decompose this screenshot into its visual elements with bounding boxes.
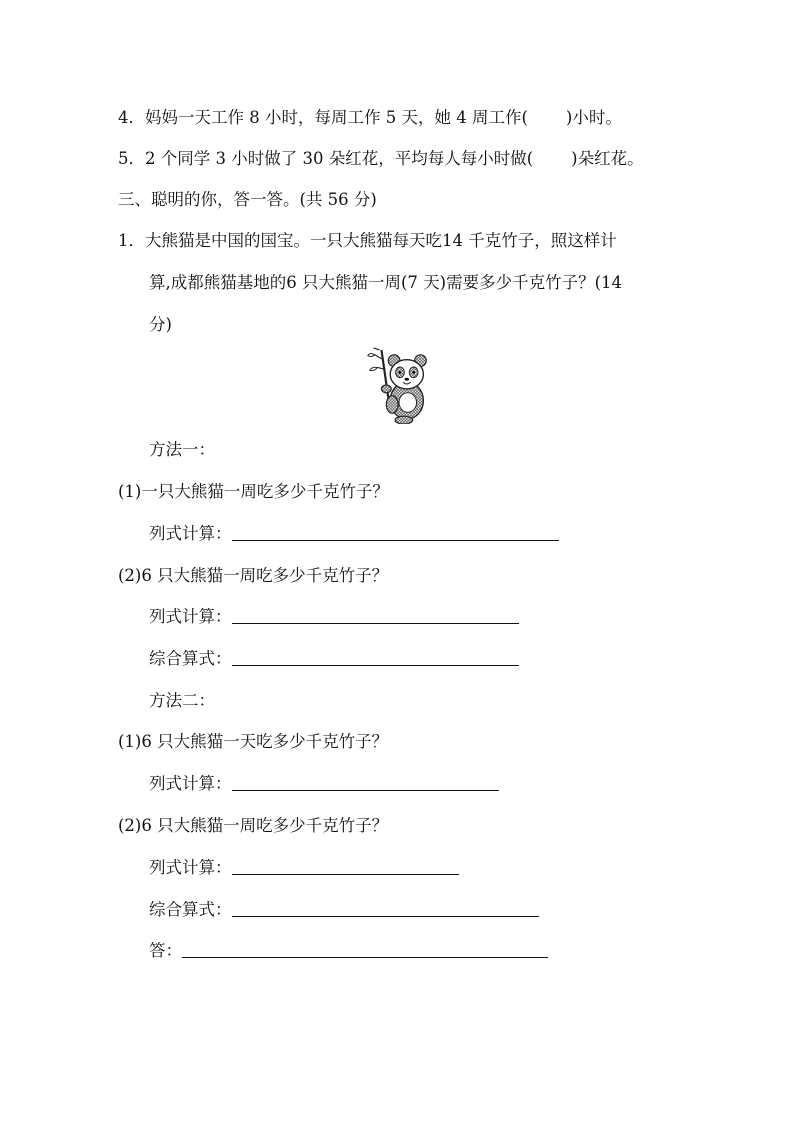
- question-4: [118, 107, 622, 129]
- calc-label: 列式计算：: [149, 858, 232, 877]
- question-5: [118, 148, 644, 170]
- question-number: 4．: [118, 108, 145, 127]
- combined-label: 综合算式：: [149, 900, 232, 919]
- combined-label: 综合算式：: [149, 649, 232, 668]
- question-text: 妈妈一天工作 8 小时，每周工作 5 天，她 4 周工作(: [145, 108, 528, 127]
- method-2-combined-row: [149, 899, 539, 921]
- problem-1-line-3: 分): [149, 315, 172, 334]
- panda-icon: [360, 346, 438, 424]
- section-3-title: 三、聪明的你，答一答。(共 56 分): [118, 190, 377, 209]
- question-number: 5．: [118, 149, 145, 168]
- calc-label: 列式计算：: [149, 607, 232, 626]
- problem-number: 1．: [118, 231, 145, 250]
- method-1-q1-calc-row: [149, 523, 559, 545]
- calc-label: 列式计算：: [149, 774, 232, 793]
- problem-text: 大熊猫是中国的国宝。一只大熊猫每天吃14 千克竹子，照这样计: [145, 231, 617, 250]
- calc-answer-line[interactable]: [232, 607, 519, 624]
- method-2-question-1: (1)6 只大熊猫一天吃多少千克竹子？: [118, 732, 389, 751]
- method-2-q1-calc-row: [149, 773, 499, 795]
- problem-1-line-2: 算,成都熊猫基地的6 只大熊猫一周(7 天)需要多少千克竹子？(14: [149, 273, 623, 292]
- calc-answer-line[interactable]: [232, 858, 459, 875]
- method-2-title: 方法二：: [149, 691, 215, 710]
- combined-answer-line[interactable]: [232, 900, 539, 917]
- calc-answer-line[interactable]: [232, 524, 559, 541]
- method-2-q2-calc-row: [149, 857, 459, 879]
- calc-label: 列式计算：: [149, 524, 232, 543]
- problem-1-line-1: [118, 230, 617, 252]
- combined-answer-line[interactable]: [232, 649, 519, 666]
- answer-row: [149, 940, 548, 962]
- method-1-question-2: (2)6 只大熊猫一周吃多少千克竹子？: [118, 566, 389, 585]
- method-1-title: 方法一：: [149, 440, 215, 459]
- bamboo-icon: [368, 348, 389, 405]
- method-2-question-2: (2)6 只大熊猫一周吃多少千克竹子？: [118, 816, 389, 835]
- calc-answer-line[interactable]: [232, 774, 499, 791]
- question-text: 2 个同学 3 小时做了 30 朵红花，平均每人每小时做(: [145, 149, 534, 168]
- method-1-q2-calc-row: [149, 606, 519, 628]
- question-text-end: )小时。: [565, 108, 622, 127]
- method-1-question-1: (1)一只大熊猫一周吃多少千克竹子？: [118, 482, 389, 501]
- question-text-end: )朵红花。: [571, 149, 644, 168]
- answer-label: 答：: [149, 941, 182, 960]
- final-answer-line[interactable]: [182, 941, 548, 958]
- method-1-combined-row: [149, 648, 519, 670]
